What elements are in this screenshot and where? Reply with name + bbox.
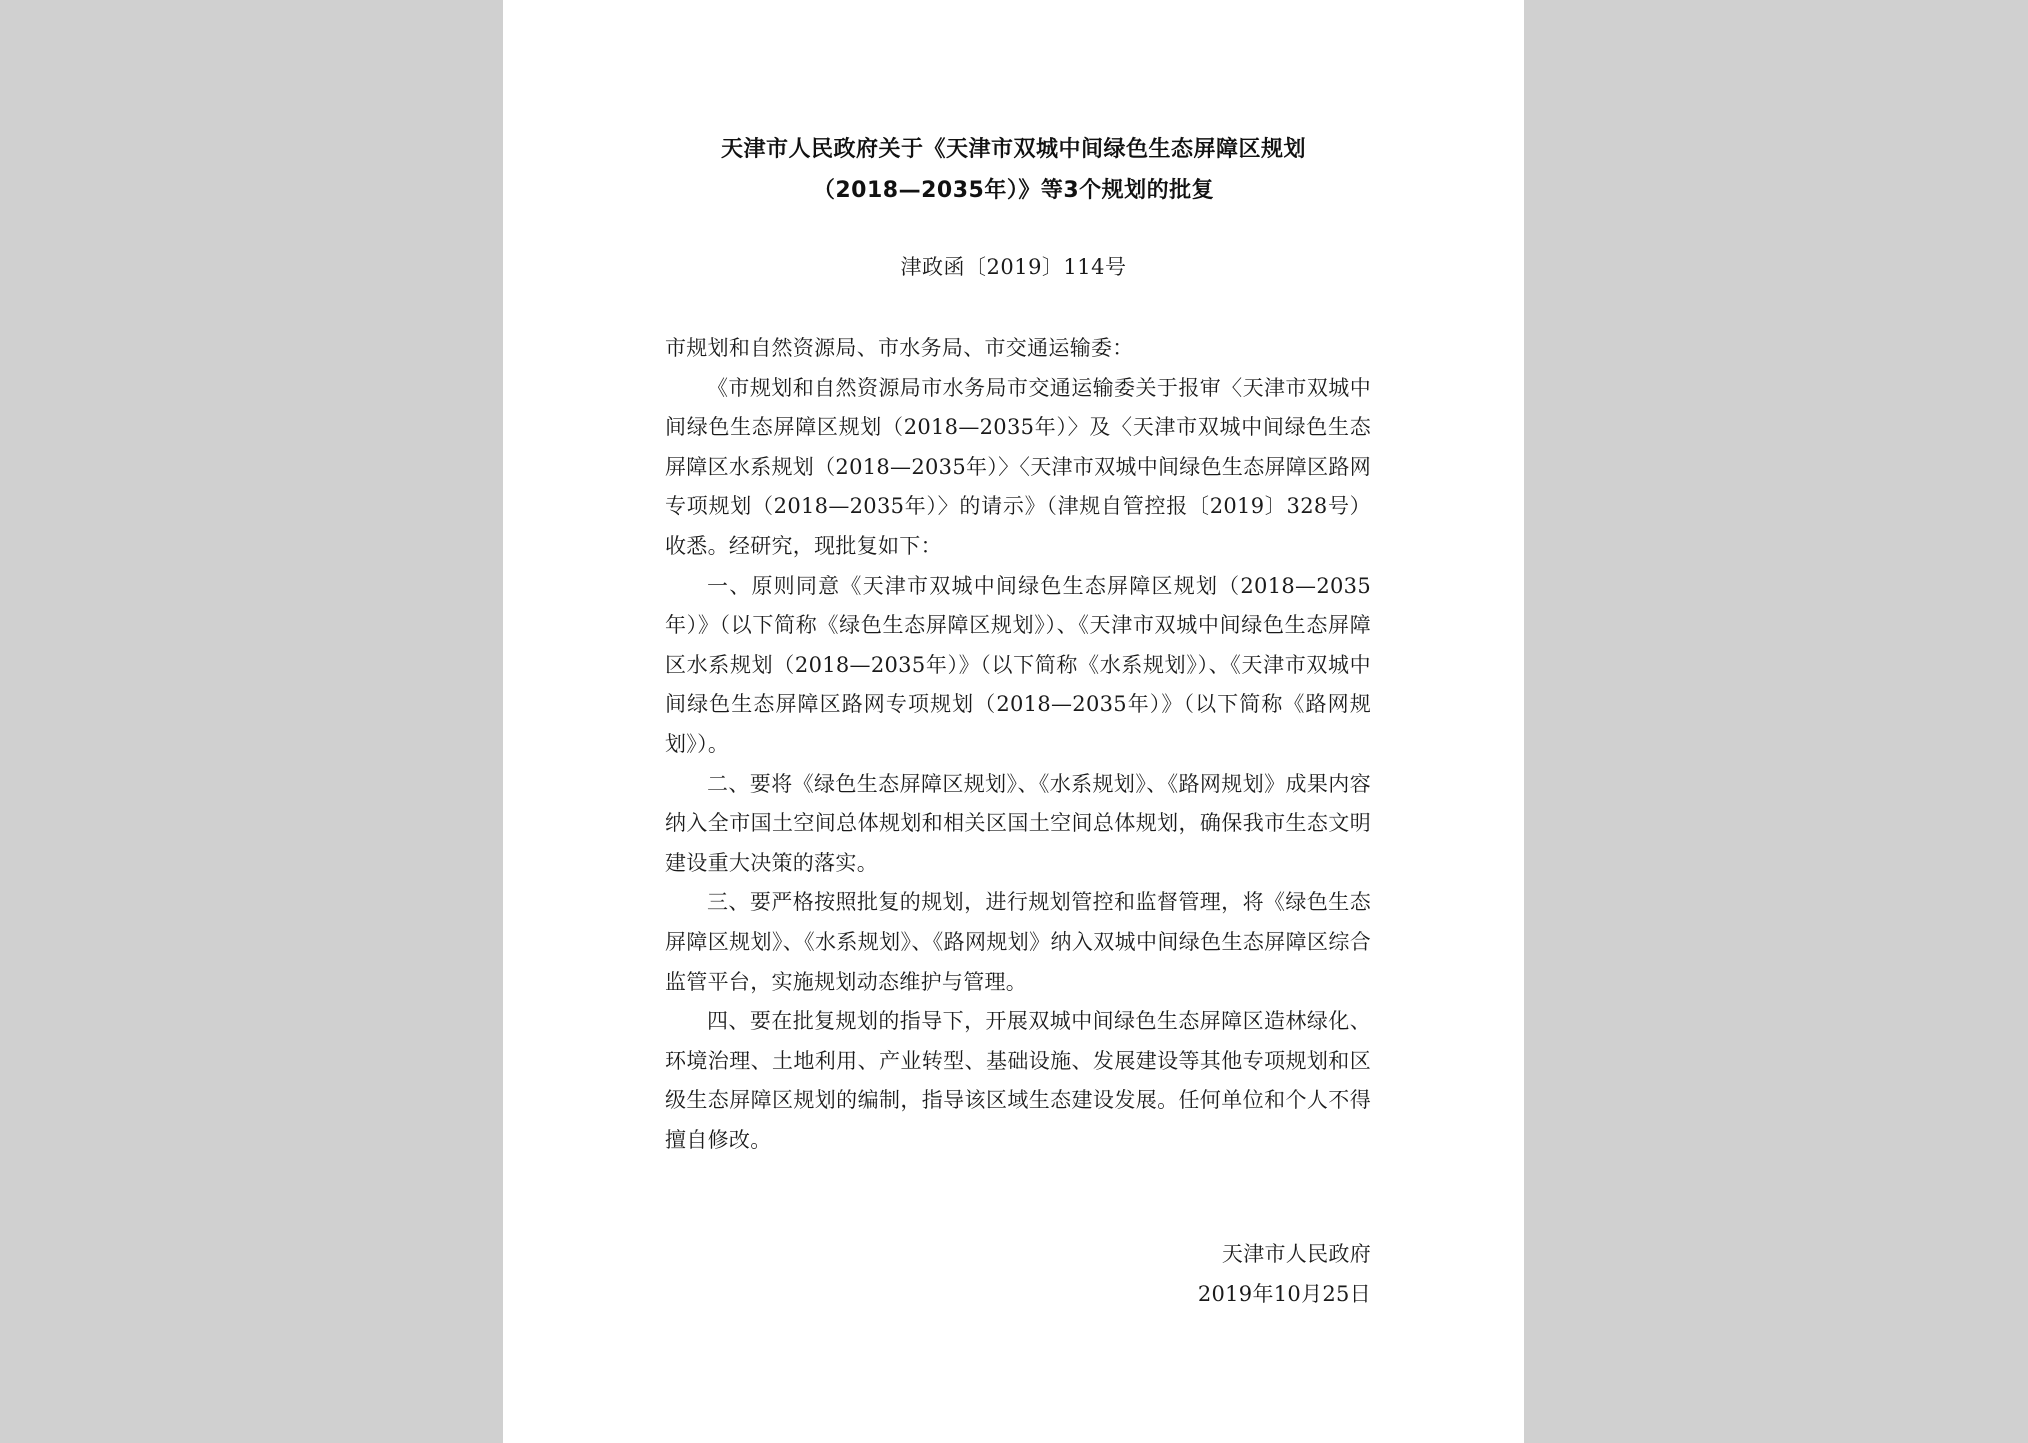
paragraph-item-1: 一、原则同意《天津市双城中间绿色生态屏障区规划（2018—2035年）》（以下简称《绿色生态屏障区规划》）、《天津市双城中间绿色生态屏障区水系规划（2018—2035年）》（以下简称《水系规划》）、《天津市双城中间绿色生态屏障区路网专项规划（2018—2035年）》（以下简称《路网规划》）。 [665,573,1371,756]
document-title-line-2: （2018—2035年）》等3个规划的批复 [812,178,1215,203]
signature-organization: 天津市人民政府 [1221,1242,1371,1266]
paragraph-item-2: 二、要将《绿色生态屏障区规划》、《水系规划》、《路网规划》成果内容纳入全市国土空间总体规划和相关区国土空间总体规划，确保我市生态文明建设重大决策的落实。 [665,771,1371,875]
document-page [503,0,1524,1443]
salutation: 市规划和自然资源局、市水务局、市交通运输委： [665,336,1134,360]
paragraph-item-4: 四、要在批复规划的指导下，开展双城中间绿色生态屏障区造林绿化、环境治理、土地利用、产业转型、基础设施、发展建设等其他专项规划和区级生态屏障区规划的编制，指导该区域生态建设发展。任何单位和个人不得擅自修改。 [665,1009,1371,1152]
document-body [665,329,1371,1160]
paragraph-intro: 《市规划和自然资源局市水务局市交通运输委关于报审〈天津市双城中间绿色生态屏障区规划（2018—2035年）〉及〈天津市双城中间绿色生态屏障区水系规划（2018—2035年）〉〈天津市双城中间绿色生态屏障区路网专项规划（2018—2035年）〉的请示》（津规自管控报〔2019〕328号）收悉。经研究，现批复如下： [665,375,1371,558]
signature-date: 2019年10月25日 [1197,1282,1371,1306]
document-title-line-1: 天津市人民政府关于《天津市双城中间绿色生态屏障区规划 [720,137,1306,162]
document-number: 津政函〔2019〕114号 [900,255,1127,279]
paragraph-item-3: 三、要严格按照批复的规划，进行规划管控和监督管理，将《绿色生态屏障区规划》、《水系规划》、《路网规划》纳入双城中间绿色生态屏障区综合监管平台，实施规划动态维护与管理。 [665,890,1371,994]
